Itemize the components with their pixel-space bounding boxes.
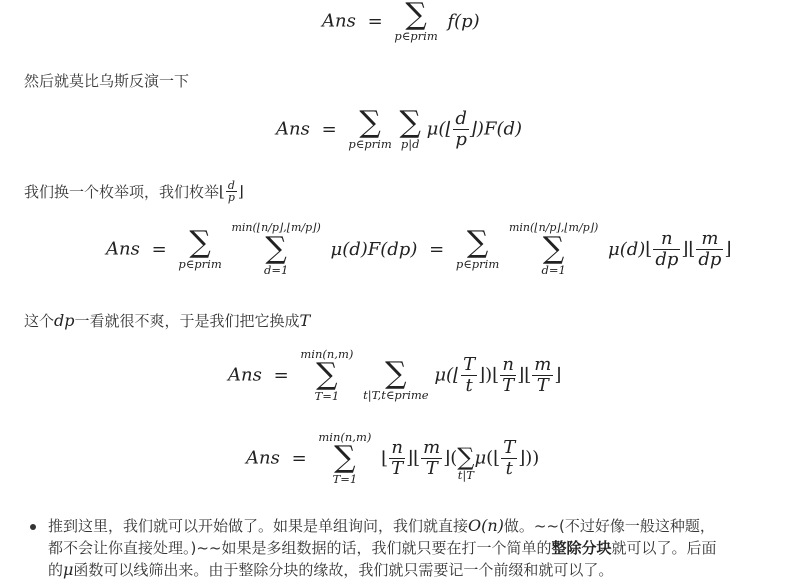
numerator: n bbox=[389, 438, 405, 459]
denominator: T bbox=[502, 374, 515, 396]
summation-limit: p∈prim bbox=[455, 257, 500, 271]
math-mu: μ bbox=[63, 560, 74, 579]
bullet-dot-icon bbox=[30, 524, 36, 530]
bullet-line-3 bbox=[48, 559, 770, 581]
numerator: T bbox=[503, 436, 516, 458]
mu-open: μ(⌊ bbox=[426, 118, 453, 140]
equation-3: Ans = ∑ p∈prim min(⌊n/p⌋,⌊m/p⌋) ∑ d=1 μ(d)F(dp) = ∑ p∈prim min(⌊n/p⌋,⌊m/p⌋) ∑ d=1 μ(d)⌊ $\frac{n}{dp}$ ⌋⌊ $\frac{m}{dp}$ ⌋ bbox=[106, 221, 732, 277]
denominator: t bbox=[505, 457, 513, 479]
summation-upper-limit: min(n,m) bbox=[318, 430, 372, 444]
fraction-m-over-T bbox=[532, 355, 553, 396]
summation-limit: T=1 bbox=[332, 472, 358, 486]
term-f-p: f(p) bbox=[447, 10, 480, 32]
fraction-d-over-p-inline bbox=[226, 180, 237, 203]
summation-upper-limit: min(n,m) bbox=[300, 347, 354, 361]
bullet-text bbox=[48, 515, 770, 581]
text-fragment: 的 bbox=[48, 561, 64, 579]
numerator: n bbox=[653, 229, 680, 250]
text-fragment: 推到这里，我们就可以开始做了。如果是单组询问，我们就直接 bbox=[48, 517, 469, 535]
ans-symbol: Ans bbox=[276, 118, 310, 140]
summation-d-b: min(⌊n/p⌋,⌊m/p⌋) ∑ d=1 bbox=[231, 221, 321, 277]
text-enumerate-prefix: 我们换一个枚举项，我们枚举 bbox=[24, 183, 220, 201]
bold-term: 整除分块 bbox=[551, 539, 612, 557]
text-fragment: 这个 bbox=[24, 312, 55, 330]
denominator: t bbox=[465, 374, 473, 396]
fraction-n-over-dp bbox=[653, 229, 680, 270]
summation-limit: t|T bbox=[457, 468, 474, 482]
equation-1 bbox=[322, 0, 480, 42]
denominator: T bbox=[391, 457, 404, 479]
numerator: d bbox=[455, 107, 467, 129]
fraction-n-over-T bbox=[389, 438, 405, 479]
summation-limit: p∈prim bbox=[178, 257, 222, 271]
summation-T: min(n,m) ∑ T=1 bbox=[300, 347, 354, 403]
denominator: dp bbox=[698, 248, 722, 270]
fraction-T-over-t bbox=[461, 355, 477, 396]
numerator: d bbox=[227, 179, 235, 192]
summation-prime-a: ∑ p∈prim bbox=[178, 225, 222, 271]
fraction-T-over-t bbox=[501, 438, 517, 479]
equation-4: Ans = min(n,m) ∑ T=1 ∑ t|T,t∈prime μ(⌊ $\frac{T}{t}$ ⌋)⌊ $\frac{n}{T}$ ⌋⌊ $\frac{m}{T}$ ⌋ bbox=[228, 347, 562, 403]
summation-upper-limit: min(⌊n/p⌋,⌊m/p⌋) bbox=[508, 221, 599, 234]
numerator: n bbox=[500, 355, 516, 376]
term-mu-d-F-dp: μ(d)F(dp) bbox=[330, 238, 418, 260]
text-fragment: 一看就很不爽，于是我们把它换成 bbox=[74, 312, 300, 330]
summation-limit: p∈prim bbox=[348, 137, 392, 151]
equals-sign: = bbox=[367, 10, 383, 32]
summation-d-d: min(⌊n/p⌋,⌊m/p⌋) ∑ d=1 bbox=[508, 221, 599, 277]
text-replace-with-T bbox=[24, 310, 310, 331]
mu-close: ⌋)F(d) bbox=[469, 118, 523, 140]
summation-divisor: ∑ p|d bbox=[399, 105, 421, 151]
ans-symbol: Ans bbox=[228, 364, 262, 386]
summation-T: min(n,m) ∑ T=1 bbox=[318, 430, 372, 486]
ans-symbol: Ans bbox=[106, 238, 140, 260]
mu-open: μ(⌊ bbox=[434, 364, 461, 386]
summation-limit: d=1 bbox=[541, 263, 566, 277]
denominator: p bbox=[227, 191, 235, 204]
ans-symbol: Ans bbox=[322, 10, 356, 32]
denominator: dp bbox=[655, 248, 679, 270]
bullet-line-2 bbox=[48, 537, 770, 559]
summation: ∑ p∈prim bbox=[394, 0, 438, 43]
equation-2 bbox=[276, 105, 523, 151]
text-fragment: 函数可以线筛出来。由于整除分块的缘故，我们就只需要记一个前缀和就可以了。 bbox=[73, 561, 614, 579]
bullet-paragraph bbox=[30, 515, 770, 581]
numerator: m bbox=[423, 436, 441, 458]
summation-limit: p∈prim bbox=[394, 29, 438, 43]
fraction-n-over-T bbox=[500, 355, 516, 396]
summation-limit: p|d bbox=[400, 137, 420, 151]
denominator: T bbox=[536, 374, 549, 396]
summation-prime: ∑ p∈prim bbox=[348, 105, 392, 151]
math-T: T bbox=[299, 311, 311, 330]
summation-limit: t|T,t∈prime bbox=[363, 388, 429, 402]
text-fragment: 都不会让你直接处理。)~~如果是多组数据的话，我们就只要在打一个简单的 bbox=[48, 539, 552, 557]
text-fragment: 做。~~(不过好像一般这种题， bbox=[503, 517, 715, 535]
fraction-d-over-p bbox=[453, 109, 469, 150]
equation-5: Ans = min(n,m) ∑ T=1 ⌊ $\frac{n}{T}$ ⌋⌊ $\frac{m}{T}$ ⌋( ∑ t|T μ(⌊ $\frac{T}{t}$ ⌋)) bbox=[246, 430, 540, 486]
fraction-m-over-dp bbox=[696, 229, 723, 270]
math-dp: dp bbox=[54, 311, 75, 330]
equals-sign: = bbox=[321, 118, 337, 140]
math-O-n: O(n) bbox=[468, 516, 504, 535]
equals-sign: = bbox=[291, 447, 307, 469]
summation-t-divides-T: ∑ t|T bbox=[457, 443, 475, 482]
denominator: p bbox=[455, 128, 467, 150]
numerator: m bbox=[534, 353, 552, 375]
numerator: T bbox=[463, 353, 476, 375]
equals-sign-1: = bbox=[151, 238, 167, 260]
equals-sign: = bbox=[273, 364, 289, 386]
numerator: m bbox=[696, 229, 723, 250]
equals-sign-2: = bbox=[429, 238, 445, 260]
term-mu-d: μ(d) bbox=[608, 238, 646, 260]
text-mobius-inversion: 然后就莫比乌斯反演一下 bbox=[24, 72, 190, 90]
text-fragment: 就可以了。后面 bbox=[611, 539, 717, 557]
summation-limit: T=1 bbox=[314, 389, 340, 403]
summation-upper-limit: min(⌊n/p⌋,⌊m/p⌋) bbox=[231, 221, 321, 234]
fraction-m-over-T bbox=[421, 438, 442, 479]
ans-symbol: Ans bbox=[246, 447, 280, 469]
denominator: T bbox=[425, 457, 438, 479]
text-enumerate: 我们换一个枚举项，我们枚举⌊ $\frac{d}{p}$ ⌋ bbox=[24, 179, 244, 204]
summation-t: ∑ t|T,t∈prime bbox=[363, 356, 429, 402]
summation-prime-c: ∑ p∈prim bbox=[455, 225, 500, 271]
bullet-line-1 bbox=[48, 515, 770, 537]
summation-limit: d=1 bbox=[263, 263, 289, 277]
